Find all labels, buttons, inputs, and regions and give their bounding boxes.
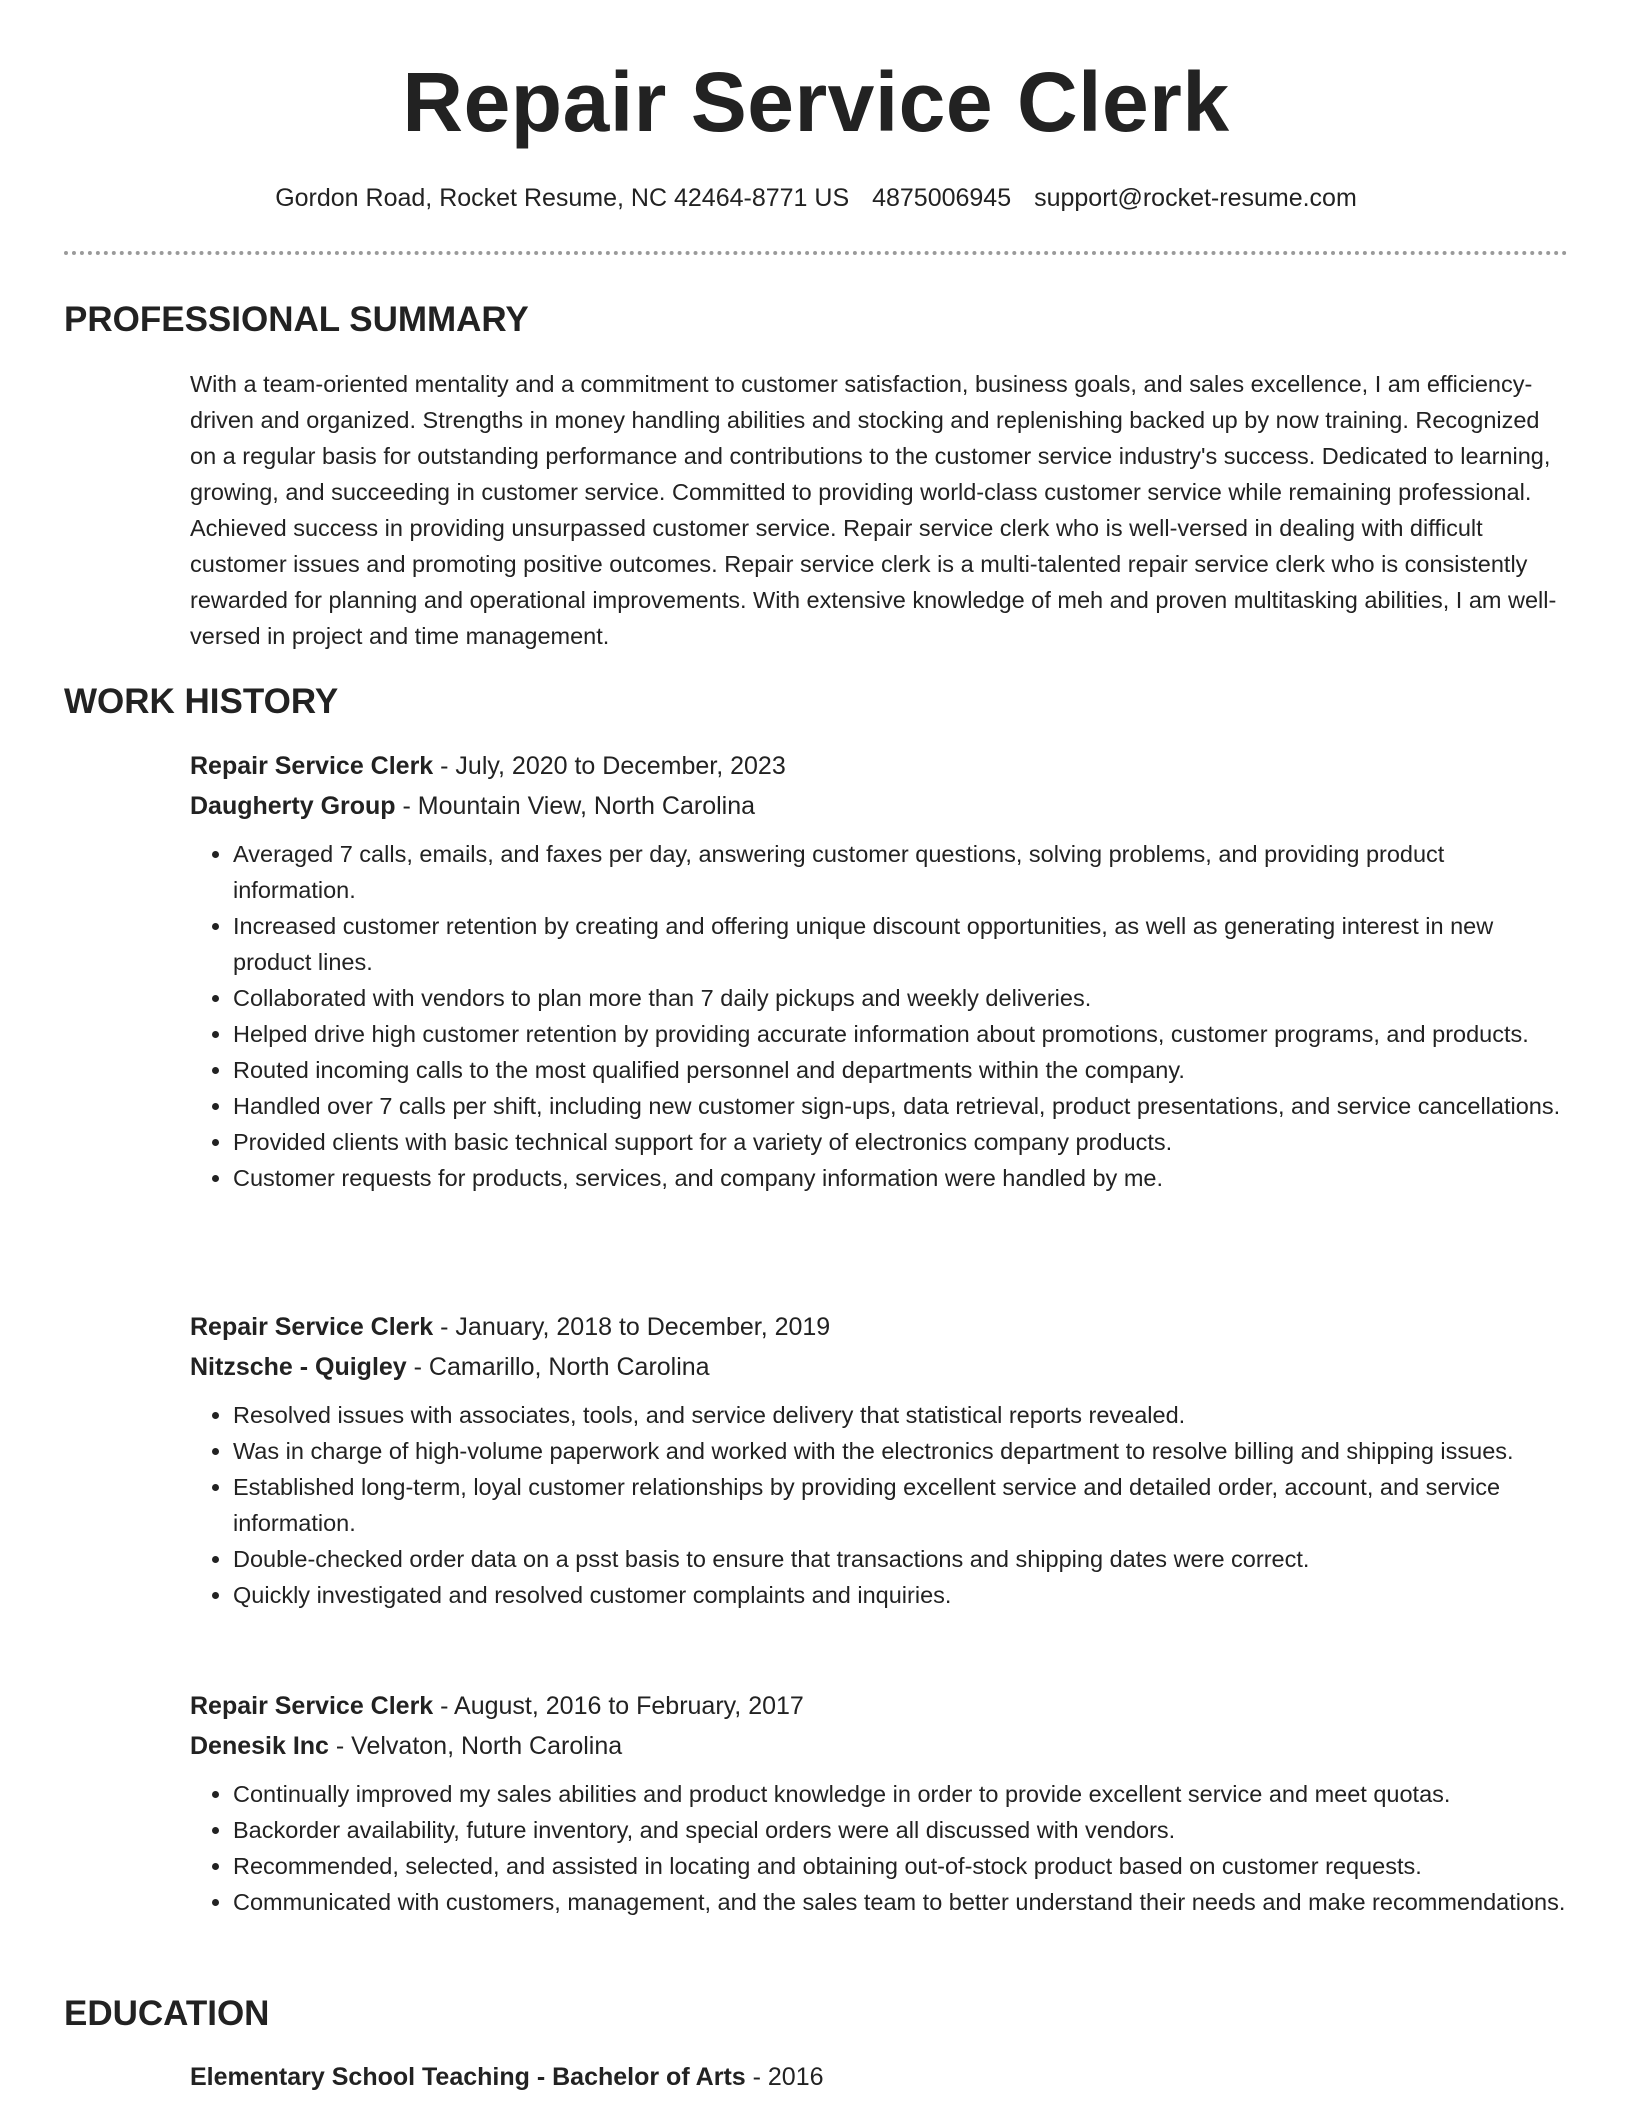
job-title-line — [190, 1686, 1570, 1726]
education-line — [190, 2057, 1570, 2097]
summary-text: With a team-oriented mentality and a commitment to customer satisfaction, business goals, and sales excellence, I am efficiency-driven and organized. Strengths in money handling abilities and stocking and replenishing backed up by now training. Recognized on a regular basis for outstanding performance and contributions to the customer service industry's success. Dedicated to learning, growing, and succeeding in customer service. Committed to providing world-class customer service while remaining professional. Achieved success in providing unsurpassed customer service. Repair service clerk who is well-versed in dealing with difficult customer issues and promoting positive outcomes. Repair service clerk is a multi-talented repair service clerk who is consistently rewarded for planning and operational improvements. With extensive knowledge of meh and proven multitasking abilities, I am well-versed in project and time management. — [190, 371, 1557, 649]
job-entry — [190, 1686, 1570, 1920]
job-entry — [190, 746, 1570, 1196]
job-bullet: • Communicated with customers, management, and the sales team to better understand their needs and make recommendations. — [233, 1884, 1570, 1920]
job-bullet: • Provided clients with basic technical support for a variety of electronics company products. — [233, 1124, 1570, 1160]
job-bullet: • Collaborated with vendors to plan more than 7 daily pickups and weekly deliveries. — [233, 980, 1570, 1016]
job-company: Nitzsche - Quigley — [190, 1353, 407, 1381]
education-entry — [190, 2057, 1570, 2097]
job-bullet: • Continually improved my sales abilities and product knowledge in order to provide excellent service and meet quotas. — [233, 1776, 1570, 1812]
job-bullet: • Double-checked order data on a psst basis to ensure that transactions and shipping dates were correct. — [233, 1541, 1570, 1577]
job-bullet: • Averaged 7 calls, emails, and faxes per day, answering customer questions, solving problems, and providing product information. — [233, 836, 1570, 908]
job-company-line — [190, 1347, 1570, 1387]
job-dates: - July, 2020 to December, 2023 — [433, 752, 786, 780]
job-bullet: • Routed incoming calls to the most qualified personnel and departments within the company. — [233, 1052, 1570, 1088]
job-bullet-list — [190, 836, 1570, 1196]
job-bullet: • Backorder availability, future inventory, and special orders were all discussed with vendors. — [233, 1812, 1570, 1848]
job-title: Repair Service Clerk — [190, 752, 434, 780]
job-company: Daugherty Group — [190, 792, 396, 820]
job-dates: - January, 2018 to December, 2019 — [433, 1313, 831, 1341]
education-degree: Elementary School Teaching - Bachelor of Arts — [190, 2063, 746, 2091]
job-dates: - August, 2016 to February, 2017 — [433, 1692, 804, 1720]
job-bullet: • Increased customer retention by creating and offering unique discount opportunities, as well as generating interest in new product lines. — [233, 908, 1570, 980]
job-company-line — [190, 786, 1570, 826]
job-bullet: • Was in charge of high-volume paperwork and worked with the electronics department to resolve billing and shipping issues. — [233, 1433, 1570, 1469]
section-title-work-history: WORK HISTORY — [64, 682, 339, 721]
contact-phone: 4875006945 — [872, 184, 1012, 212]
candidate-name: Repair Service Clerk — [402, 55, 1230, 149]
job-bullet: • Helped drive high customer retention by providing accurate information about promotions, customer programs, and products. — [233, 1016, 1570, 1052]
contact-line — [0, 182, 1632, 214]
contact-address: Gordon Road, Rocket Resume, NC 42464-8771 US — [275, 184, 850, 212]
section-title-summary: PROFESSIONAL SUMMARY — [64, 300, 529, 339]
job-bullet: • Established long-term, loyal customer relationships by providing excellent service and detailed order, account, and service information. — [233, 1469, 1570, 1541]
job-location: - Mountain View, North Carolina — [395, 792, 756, 820]
job-company: Denesik Inc — [190, 1732, 329, 1760]
job-bullet: • Resolved issues with associates, tools, and service delivery that statistical reports revealed. — [233, 1397, 1570, 1433]
job-location: - Velvaton, North Carolina — [328, 1732, 623, 1760]
contact-email: support@rocket-resume.com — [1034, 184, 1357, 212]
job-bullet: • Customer requests for products, services, and company information were handled by me. — [233, 1160, 1570, 1196]
job-bullet-list — [190, 1776, 1570, 1920]
job-bullet: • Quickly investigated and resolved customer complaints and inquiries. — [233, 1577, 1570, 1613]
education-year: - 2016 — [745, 2063, 824, 2091]
section-title-education: EDUCATION — [64, 1994, 270, 2033]
job-location: - Camarillo, North Carolina — [406, 1353, 710, 1381]
job-entry — [190, 1307, 1570, 1613]
job-company-line — [190, 1726, 1570, 1766]
header-divider — [64, 251, 1568, 255]
job-title-line — [190, 746, 1570, 786]
job-bullet: • Recommended, selected, and assisted in locating and obtaining out-of-stock product based on customer requests. — [233, 1848, 1570, 1884]
job-bullet: • Handled over 7 calls per shift, including new customer sign-ups, data retrieval, product presentations, and service cancellations. — [233, 1088, 1570, 1124]
job-title: Repair Service Clerk — [190, 1692, 434, 1720]
job-bullet-list — [190, 1397, 1570, 1613]
job-title-line — [190, 1307, 1570, 1347]
job-title: Repair Service Clerk — [190, 1313, 434, 1341]
